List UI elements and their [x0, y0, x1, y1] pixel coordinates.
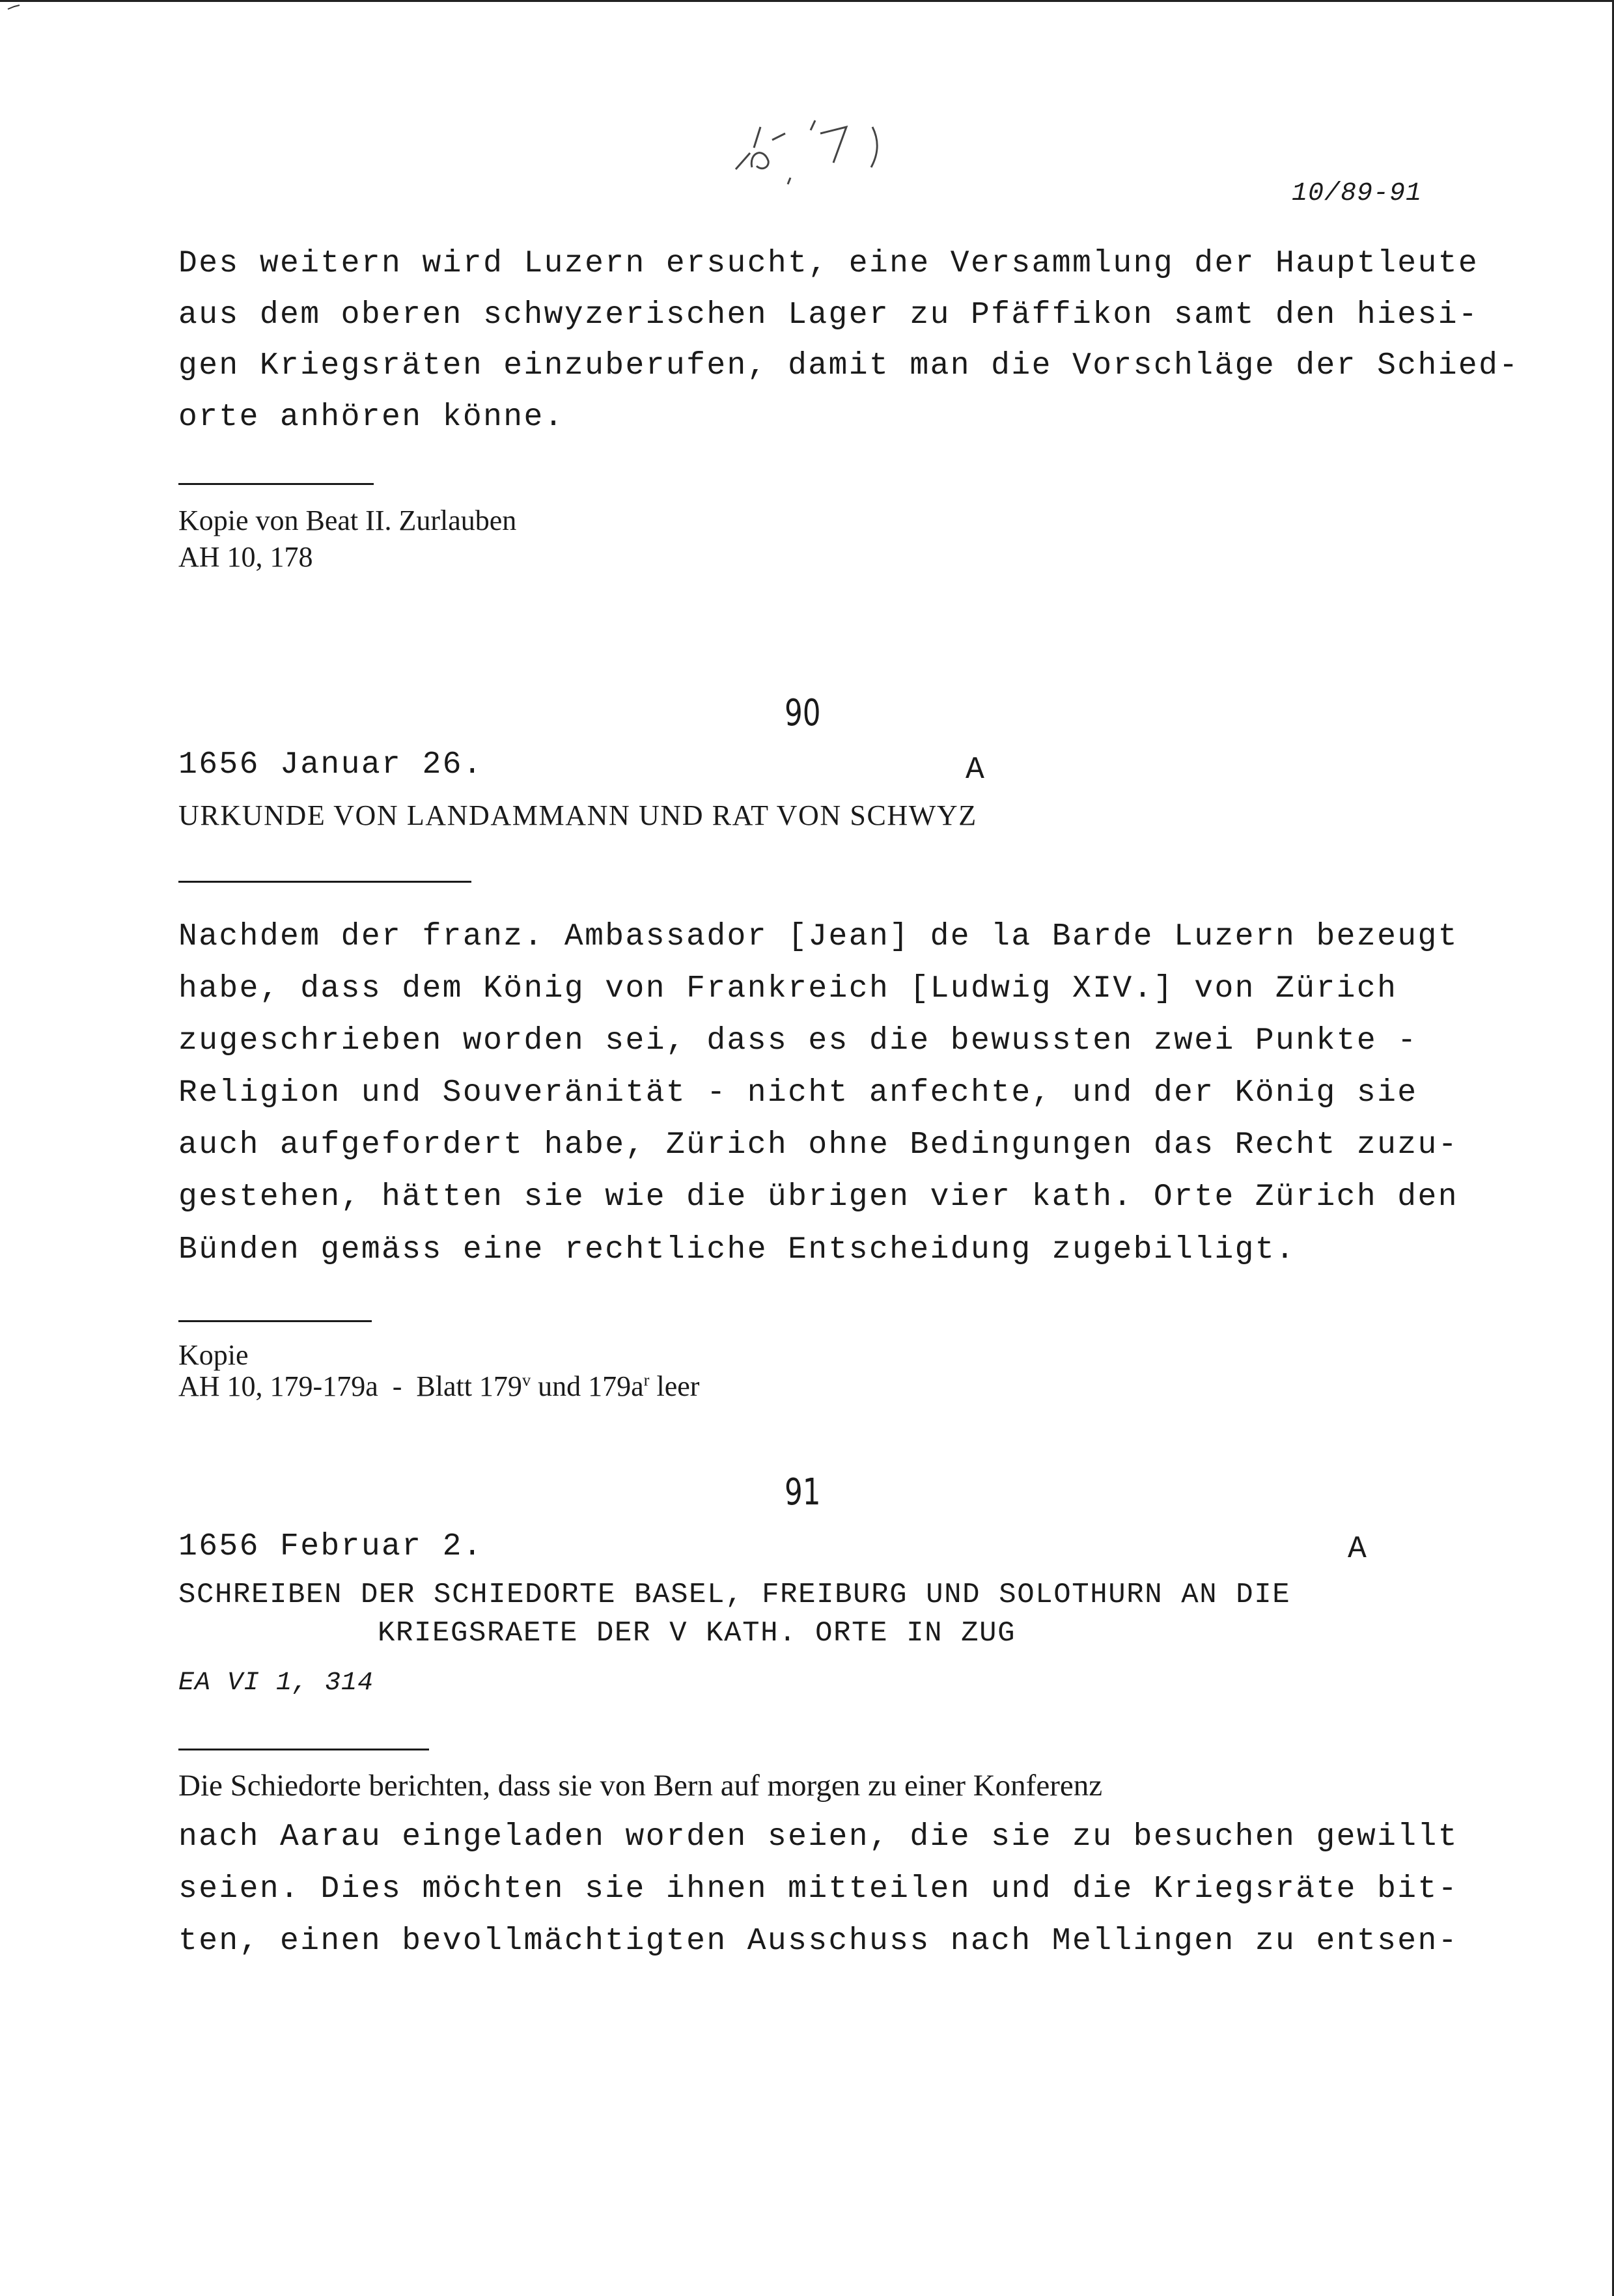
doc91-line-4: ten, einen bevollmächtigten Ausschuss nach Mellingen zu entsen-	[178, 1924, 1458, 1959]
doc89-line-2: aus dem oberen schwyzerischen Lager zu Pfäffikon samt den hiesi-	[178, 297, 1479, 333]
doc90-title-rule	[178, 881, 471, 883]
doc90-line-5: auch aufgefordert habe, Zürich ohne Bedingungen das Recht zuzu-	[178, 1127, 1458, 1163]
doc90-line-3: zugeschrieben worden sei, dass es die bewussten zwei Punkte -	[178, 1023, 1418, 1058]
doc89-source-rule	[178, 483, 374, 485]
doc90-source-mid: und 179a	[531, 1370, 644, 1402]
doc90-source-pre: AH 10, 179-179a - Blatt 179	[178, 1370, 522, 1402]
doc90-source-rule	[178, 1320, 372, 1322]
doc89-line-4: orte anhören könne.	[178, 400, 564, 435]
handwritten-folio-mark	[723, 107, 911, 189]
page-reference: 10/89-91	[1292, 179, 1423, 208]
doc89-source-line-2: AH 10, 178	[178, 541, 313, 573]
doc89-line-1: Des weitern wird Luzern ersucht, eine Versammlung der Hauptleute	[178, 246, 1479, 281]
doc91-title-line-1: SCHREIBEN DER SCHIEDORTE BASEL, FREIBURG UND SOLOTHURN AN DIE	[178, 1579, 1291, 1611]
doc90-date: 1656 Januar 26.	[178, 747, 484, 782]
doc90-title: URKUNDE VON LANDAMMANN UND RAT VON SCHWYZ	[178, 799, 977, 831]
doc90-line-4: Religion und Souveränität - nicht anfechte, und der König sie	[178, 1075, 1418, 1111]
doc91-line-2: nach Aarau eingeladen worden seien, die sie zu besuchen gewillt	[178, 1819, 1458, 1855]
doc89-line-3: gen Kriegsräten einzuberufen, damit man die Vorschläge der Schied-	[178, 348, 1520, 383]
doc90-line-1: Nachdem der franz. Ambassador [Jean] de la Barde Luzern bezeugt	[178, 919, 1458, 954]
doc89-source-line-1: Kopie von Beat II. Zurlauben	[178, 505, 517, 536]
doc91-marker: A	[1348, 1532, 1369, 1567]
scan-border-top	[0, 0, 1614, 2]
doc90-source-line-1: Kopie	[178, 1339, 249, 1371]
doc90-marker: A	[966, 753, 986, 788]
doc91-title-line-2: KRIEGSRAETE DER V KATH. ORTE IN ZUG	[378, 1617, 1016, 1650]
doc90-number: 90	[785, 692, 821, 734]
doc91-reference: EA VI 1, 314	[178, 1668, 374, 1698]
corner-scan-mark	[7, 4, 21, 10]
doc91-line-3: seien. Dies möchten sie ihnen mitteilen und die Kriegsräte bit-	[178, 1872, 1458, 1907]
doc90-source-sup-v: v	[522, 1370, 531, 1390]
doc91-number: 91	[785, 1471, 821, 1514]
doc90-line-6: gestehen, hätten sie wie die übrigen vier kath. Orte Zürich den	[178, 1180, 1458, 1215]
doc90-line-7: Bünden gemäss eine rechtliche Entscheidung zugebilligt.	[178, 1232, 1296, 1267]
doc91-date: 1656 Februar 2.	[178, 1529, 484, 1564]
doc91-line-1: Die Schiedorte berichten, dass sie von Bern auf morgen zu einer Konferenz	[178, 1769, 1103, 1803]
doc90-source-line-2	[178, 1372, 699, 1401]
doc91-title-rule	[178, 1749, 429, 1750]
doc90-source-sup-r: r	[643, 1370, 650, 1390]
doc90-source-post: leer	[649, 1370, 700, 1402]
doc90-line-2: habe, dass dem König von Frankreich [Ludwig XIV.] von Zürich	[178, 971, 1398, 1006]
